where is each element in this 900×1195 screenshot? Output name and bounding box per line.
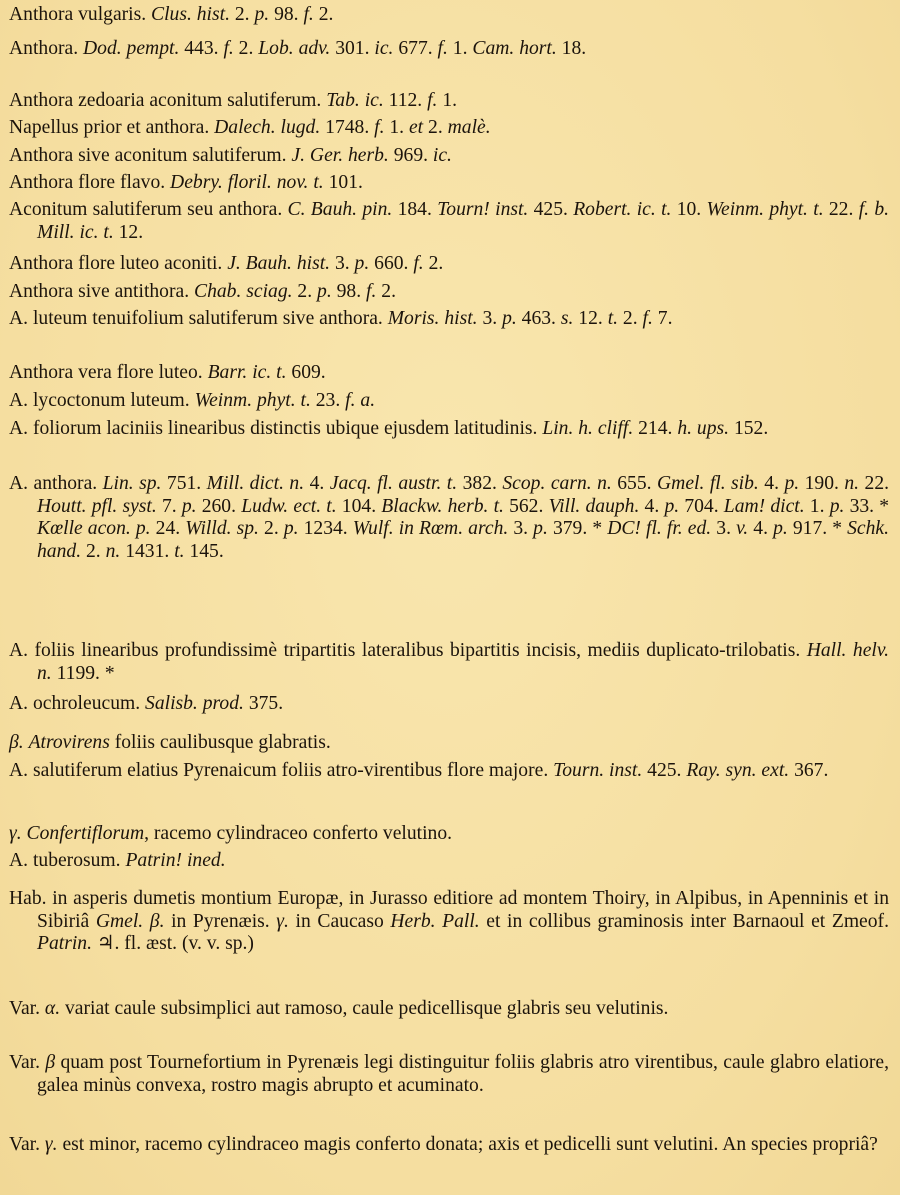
- entry-text: 112.: [383, 90, 428, 111]
- citation-text: Barr. ic. t.: [207, 362, 287, 383]
- citation-text: β: [45, 1052, 56, 1073]
- citation-text: DC! fl. fr. ed.: [607, 518, 712, 539]
- entry-text: 18.: [556, 38, 587, 59]
- entry-text: 3.: [508, 518, 534, 539]
- citation-text: et: [408, 117, 424, 138]
- entry-text: 1.: [447, 38, 473, 59]
- entry-text: 301.: [330, 38, 375, 59]
- citation-text: α.: [44, 998, 61, 1019]
- entry-text: Var.: [9, 1052, 46, 1073]
- entry-text: 98.: [269, 4, 304, 25]
- citation-text: Patrin! ined.: [125, 850, 226, 871]
- citation-text: Lob. adv.: [258, 38, 331, 59]
- citation-text: n.: [844, 473, 860, 494]
- entry-text: 443.: [179, 38, 224, 59]
- citation-text: Weinm. phyt. t.: [194, 390, 311, 411]
- entry-text: 704.: [679, 495, 724, 517]
- entry-text: 1431.: [120, 540, 175, 562]
- citation-text: p.: [664, 495, 680, 517]
- synonym-entry: [9, 418, 889, 441]
- citation-text: γ.: [9, 823, 27, 844]
- variety-note: [9, 998, 889, 1021]
- citation-text: Wulf. in Rœm. arch.: [352, 518, 509, 539]
- citation-text: f. b. Mill. ic. t.: [37, 199, 890, 243]
- entry-text: 184.: [392, 199, 438, 220]
- entry-text: foliis caulibusque glabratis.: [109, 732, 331, 753]
- entry-text: A. foliis linearibus profundissimè tripartitis lateralibus bipartitis incisis, mediis duplicato-trilobatis.: [9, 640, 807, 661]
- entry-text: 2.: [81, 540, 106, 562]
- entry-text: A. lycoctonum luteum.: [9, 390, 195, 411]
- entry-text: 152.: [729, 418, 769, 439]
- synonym-entry: [9, 4, 889, 27]
- citation-text: p.: [829, 495, 845, 517]
- citation-text: Scop. carn. n.: [502, 473, 612, 494]
- entry-text: 4.: [758, 473, 785, 494]
- synonym-entry: [9, 117, 889, 140]
- entry-text: et in collibus graminosis inter Barnaoul et Zmeof.: [479, 910, 889, 932]
- citation-text: Tab. ic.: [326, 90, 384, 111]
- citation-text: γ.: [276, 910, 289, 932]
- entry-text: 609.: [286, 362, 326, 383]
- citation-text: Schk. hand.: [37, 518, 890, 562]
- citation-text: Cam. hort.: [472, 38, 557, 59]
- citation-text: p.: [502, 308, 517, 329]
- synonym-entry: [9, 362, 889, 385]
- citation-text: t.: [174, 540, 185, 562]
- entry-text: 463.: [516, 308, 561, 329]
- entry-text: 10.: [671, 199, 707, 220]
- synonym-entry: [9, 145, 889, 168]
- entry-text: A. ochroleucum.: [9, 693, 146, 714]
- citation-text: p.: [533, 518, 548, 539]
- entry-text: quam post Tournefortium in Pyrenæis legi distinguitur foliis glabris atro virentibus, caule glabro elatiore, galea minùs convexa, rostro magis abrupto et acuminato.: [37, 1052, 889, 1096]
- entry-text: , racemo cylindraceo conferto velutino.: [144, 823, 453, 844]
- entry-text: 4.: [639, 495, 665, 517]
- entry-text: A. salutiferum elatius Pyrenaicum foliis atro-virentibus flore majore.: [9, 760, 554, 781]
- citation-text: malè.: [447, 117, 491, 138]
- synonym-entry: [9, 281, 889, 304]
- entry-text: 145.: [184, 540, 224, 562]
- citation-text: Ludw. ect. t.: [241, 495, 337, 517]
- entry-text: Anthora sive antithora.: [9, 281, 195, 302]
- synonym-entry: [9, 850, 889, 873]
- entry-text: 190.: [799, 473, 845, 494]
- entry-text: Anthora vera flore luteo.: [9, 362, 208, 383]
- entry-text: 12.: [573, 308, 608, 329]
- citation-text: Robert. ic. t.: [573, 199, 672, 220]
- citation-text: p.: [317, 281, 332, 302]
- entry-text: 2.: [292, 281, 318, 302]
- citation-text: Dalech. lugd.: [214, 117, 321, 138]
- entry-text: 7.: [652, 308, 673, 329]
- synonym-entry: [9, 390, 889, 413]
- entry-text: 655.: [611, 473, 658, 494]
- synonym-entry: [9, 90, 889, 113]
- entry-text: 562.: [503, 495, 549, 517]
- citation-text: Salisb. prod.: [145, 693, 244, 714]
- entry-text: 2.: [423, 117, 448, 138]
- citation-text: Moris. hist.: [387, 308, 478, 329]
- entry-text: 1234.: [298, 518, 353, 539]
- synonym-entry: [9, 308, 889, 331]
- entry-text: 3.: [711, 518, 737, 539]
- entry-text: ♃. fl. æst. (v. v. sp.): [91, 933, 254, 954]
- entry-text: Anthora flore luteo aconiti.: [9, 253, 228, 274]
- synonym-entry: [9, 172, 889, 195]
- citation-text: f. a.: [345, 390, 376, 411]
- citation-text: Blackw. herb. t.: [381, 495, 504, 517]
- citation-text: p.: [283, 518, 299, 539]
- citation-text: h. ups.: [677, 418, 730, 439]
- entry-text: 2.: [618, 308, 643, 329]
- entry-text: 660.: [369, 253, 414, 274]
- citation-text: Herb. Pall.: [390, 910, 480, 932]
- entry-text: 33. *: [844, 495, 890, 517]
- citation-text: f.: [642, 308, 653, 329]
- entry-text: 22.: [823, 199, 859, 220]
- entry-text: 22.: [859, 473, 890, 494]
- entry-text: 260.: [196, 495, 242, 517]
- citation-text: Clus. hist.: [151, 4, 230, 25]
- entry-text: 367.: [789, 760, 829, 781]
- entry-text: 751.: [161, 473, 207, 494]
- citation-text: Lin. h. cliff.: [542, 418, 634, 439]
- citation-text: f.: [413, 253, 424, 274]
- citation-text: v.: [736, 518, 749, 539]
- citation-text: Lin. sp.: [102, 473, 162, 494]
- citation-text: ic.: [374, 38, 394, 59]
- entry-text: 4.: [748, 518, 774, 539]
- citation-text: t.: [607, 308, 619, 329]
- citation-text: p.: [181, 495, 197, 517]
- citation-text: Tourn! inst.: [437, 199, 529, 220]
- citation-text: p.: [254, 4, 270, 25]
- citation-text: Houtt. pfl. syst.: [37, 495, 157, 517]
- entry-text: 4.: [304, 473, 330, 494]
- entry-text: est minor, racemo cylindraceo magis conferto donata; axis et pedicelli sunt velutini. An species propriâ?: [57, 1134, 878, 1155]
- entry-text: 2.: [313, 4, 334, 25]
- entry-text: A. tuberosum.: [9, 850, 126, 871]
- entry-text: in Caucaso: [288, 910, 391, 932]
- synonym-entry: [9, 38, 889, 61]
- entry-text: 104.: [336, 495, 382, 517]
- synonym-entry: [9, 199, 889, 244]
- entry-text: Anthora zedoaria aconitum salutiferum.: [9, 90, 327, 111]
- citation-text: f.: [427, 90, 438, 111]
- citation-text: Gmel. fl. sib.: [657, 473, 759, 494]
- synonym-entry: [9, 823, 889, 846]
- entry-text: 3.: [330, 253, 355, 274]
- entry-text: 375.: [243, 693, 284, 714]
- entry-text: 98.: [331, 281, 367, 302]
- variety-note: [9, 1134, 889, 1157]
- citation-text: p.: [773, 518, 788, 539]
- citation-text: Mill. dict. n.: [206, 473, 305, 494]
- entry-text: Var.: [9, 1134, 45, 1155]
- entry-text: 425.: [642, 760, 687, 781]
- citation-text: Dod. pempt.: [83, 38, 180, 59]
- entry-text: 3.: [477, 308, 503, 329]
- citation-text: f.: [223, 38, 234, 59]
- citation-text: Hall. helv. n.: [37, 640, 889, 684]
- citation-text: Gmel. β.: [95, 910, 165, 932]
- entry-text: 12.: [113, 221, 144, 243]
- entry-text: 1.: [804, 495, 830, 517]
- habitat-paragraph: [9, 888, 889, 956]
- entry-text: Anthora vulgaris.: [9, 4, 152, 25]
- variety-note: [9, 1052, 889, 1097]
- entry-text: 425.: [528, 199, 574, 220]
- citation-text: β.: [9, 732, 29, 753]
- entry-text: 2.: [233, 38, 259, 59]
- citation-text: f.: [303, 4, 314, 25]
- entry-text: Var.: [9, 998, 45, 1019]
- entry-text: 23.: [310, 390, 346, 411]
- entry-text: 677.: [393, 38, 438, 59]
- citation-text: Kœlle acon. p.: [37, 518, 151, 539]
- citation-text: p.: [784, 473, 800, 494]
- citation-text: f.: [366, 281, 377, 302]
- citation-text: p.: [354, 253, 370, 274]
- citation-text: Lam! dict.: [723, 495, 805, 517]
- synonym-entry: [9, 732, 889, 755]
- entry-text: Aconitum salutiferum seu anthora.: [9, 199, 288, 220]
- citation-text: Willd. sp.: [185, 518, 259, 539]
- entry-text: 2.: [229, 4, 255, 25]
- entry-text: Napellus prior et anthora.: [9, 117, 215, 138]
- entry-text: 214.: [633, 418, 678, 439]
- citation-text: J. Bauh. hist.: [227, 253, 331, 274]
- synonym-entry: [9, 640, 889, 685]
- synonym-entry: [9, 693, 889, 716]
- citation-text: Vill. dauph.: [548, 495, 640, 517]
- entry-text: 1748.: [320, 117, 375, 138]
- entry-text: A. luteum tenuifolium salutiferum sive anthora.: [9, 308, 388, 329]
- citation-text: γ.: [44, 1134, 58, 1155]
- citation-text: Confertiflorum: [26, 823, 145, 844]
- entry-text: Anthora sive aconitum salutiferum.: [9, 145, 292, 166]
- entry-text: Anthora flore flavo.: [9, 172, 171, 193]
- citation-text: f.: [374, 117, 385, 138]
- entry-text: 7.: [156, 495, 182, 517]
- citation-text: n.: [105, 540, 121, 562]
- entry-text: in Pyrenæis.: [164, 910, 277, 932]
- synonym-entry: [9, 253, 889, 276]
- citation-text: J. Ger. herb.: [291, 145, 389, 166]
- synonym-entry: [9, 760, 889, 783]
- entry-text: 2.: [376, 281, 396, 302]
- entry-text: 379. *: [547, 518, 608, 539]
- entry-text: 1199. *: [51, 662, 115, 684]
- citation-text: Atrovirens: [28, 732, 110, 753]
- entry-text: variat caule subsimplici aut ramoso, caule pedicellisque glabris seu velutinis.: [60, 998, 669, 1019]
- entry-text: 101.: [323, 172, 363, 193]
- entry-text: 2.: [423, 253, 444, 274]
- entry-text: 382.: [457, 473, 503, 494]
- citation-text: Weinm. phyt. t.: [706, 199, 824, 220]
- entry-text: A. anthora.: [9, 473, 103, 494]
- citation-text: Chab. sciag.: [194, 281, 293, 302]
- synonym-entry: [9, 473, 889, 563]
- entry-text: 1.: [384, 117, 409, 138]
- entry-text: 969.: [388, 145, 433, 166]
- entry-text: 2.: [258, 518, 284, 539]
- entry-text: 24.: [150, 518, 186, 539]
- citation-text: f.: [437, 38, 448, 59]
- citation-text: Jacq. fl. austr. t.: [329, 473, 458, 494]
- citation-text: Patrin.: [37, 933, 92, 954]
- entry-text: 1.: [437, 90, 458, 111]
- citation-text: Ray. syn. ext.: [686, 760, 790, 781]
- citation-text: Debry. floril. nov. t.: [170, 172, 324, 193]
- entry-text: A. foliorum laciniis linearibus distinctis ubique ejusdem latitudinis.: [9, 418, 543, 439]
- citation-text: Tourn. inst.: [553, 760, 643, 781]
- entry-text: Anthora.: [9, 38, 84, 59]
- entry-text: 917. *: [787, 518, 848, 539]
- citation-text: C. Bauh. pin.: [287, 199, 393, 220]
- entry-text: Hab. in asperis dumetis montium Europæ, in Jurasso editiore ad montem Thoiry, in Alpibus, in Apenninis et in Sibiriâ: [9, 888, 889, 932]
- citation-text: ic.: [432, 145, 452, 166]
- citation-text: s.: [560, 308, 574, 329]
